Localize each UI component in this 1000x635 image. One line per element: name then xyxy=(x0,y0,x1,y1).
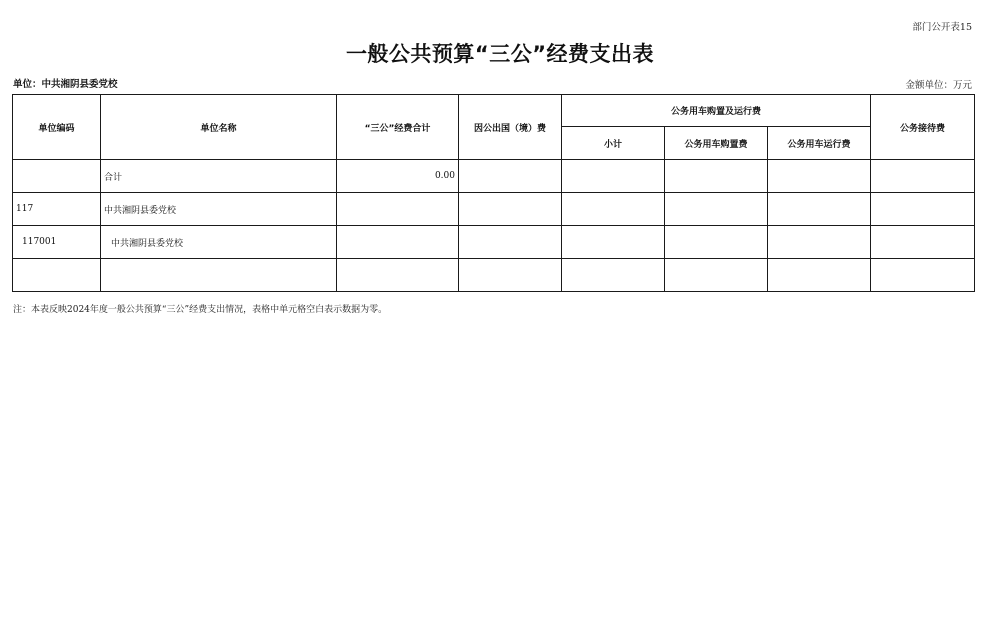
page-title: 一般公共预算“三公”经费支出表 xyxy=(345,42,655,66)
header-vehicle-purchase: 公务用车购置费 xyxy=(665,127,768,160)
table-row xyxy=(13,193,975,226)
cell-vehicle-purchase xyxy=(665,193,768,226)
cell-abroad xyxy=(459,160,562,193)
amount-unit-label: 金额单位：万元 xyxy=(905,80,972,91)
cell-total xyxy=(337,193,459,226)
cell-total xyxy=(337,259,459,292)
cell-abroad xyxy=(459,259,562,292)
cell-unit-code: 117001 xyxy=(13,226,101,259)
table-row xyxy=(13,160,975,193)
cell-abroad xyxy=(459,193,562,226)
cell-reception xyxy=(871,259,975,292)
cell-subtotal xyxy=(562,259,665,292)
cell-abroad xyxy=(459,226,562,259)
table-number-label: 部门公开表15 xyxy=(912,22,972,33)
cell-vehicle-purchase xyxy=(665,226,768,259)
cell-vehicle-operation xyxy=(768,193,871,226)
cell-unit-name: 合计 xyxy=(101,160,337,193)
header-vehicle-group: 公务用车购置及运行费 xyxy=(562,95,871,127)
header-total: “三公”经费合计 xyxy=(337,95,459,160)
cell-vehicle-purchase xyxy=(665,160,768,193)
header-reception: 公务接待费 xyxy=(871,95,975,160)
cell-unit-code: 117 xyxy=(13,193,101,226)
table-row xyxy=(13,259,975,292)
expense-table xyxy=(12,94,975,292)
unit-label: 单位：中共湘阴县委党校 xyxy=(13,79,118,90)
header-abroad: 因公出国（境）费 xyxy=(459,95,562,160)
cell-unit-name: 中共湘阴县委党校 xyxy=(101,226,337,259)
cell-reception xyxy=(871,160,975,193)
header-unit-code: 单位编码 xyxy=(13,95,101,160)
cell-total: 0.00 xyxy=(337,160,459,193)
cell-vehicle-operation xyxy=(768,226,871,259)
cell-reception xyxy=(871,226,975,259)
footnote: 注：本表反映2024年度一般公共预算“三公”经费支出情况，表格中单元格空白表示数据为零。 xyxy=(13,305,388,315)
table-row xyxy=(13,226,975,259)
cell-reception xyxy=(871,193,975,226)
header-subtotal: 小计 xyxy=(562,127,665,160)
cell-unit-name: 中共湘阴县委党校 xyxy=(101,193,337,226)
header-unit-name: 单位名称 xyxy=(101,95,337,160)
cell-unit-code xyxy=(13,160,101,193)
cell-unit-code xyxy=(13,259,101,292)
header-vehicle-operation: 公务用车运行费 xyxy=(768,127,871,160)
cell-vehicle-purchase xyxy=(665,259,768,292)
cell-subtotal xyxy=(562,193,665,226)
cell-subtotal xyxy=(562,226,665,259)
cell-subtotal xyxy=(562,160,665,193)
cell-total xyxy=(337,226,459,259)
cell-vehicle-operation xyxy=(768,160,871,193)
cell-unit-name xyxy=(101,259,337,292)
cell-vehicle-operation xyxy=(768,259,871,292)
